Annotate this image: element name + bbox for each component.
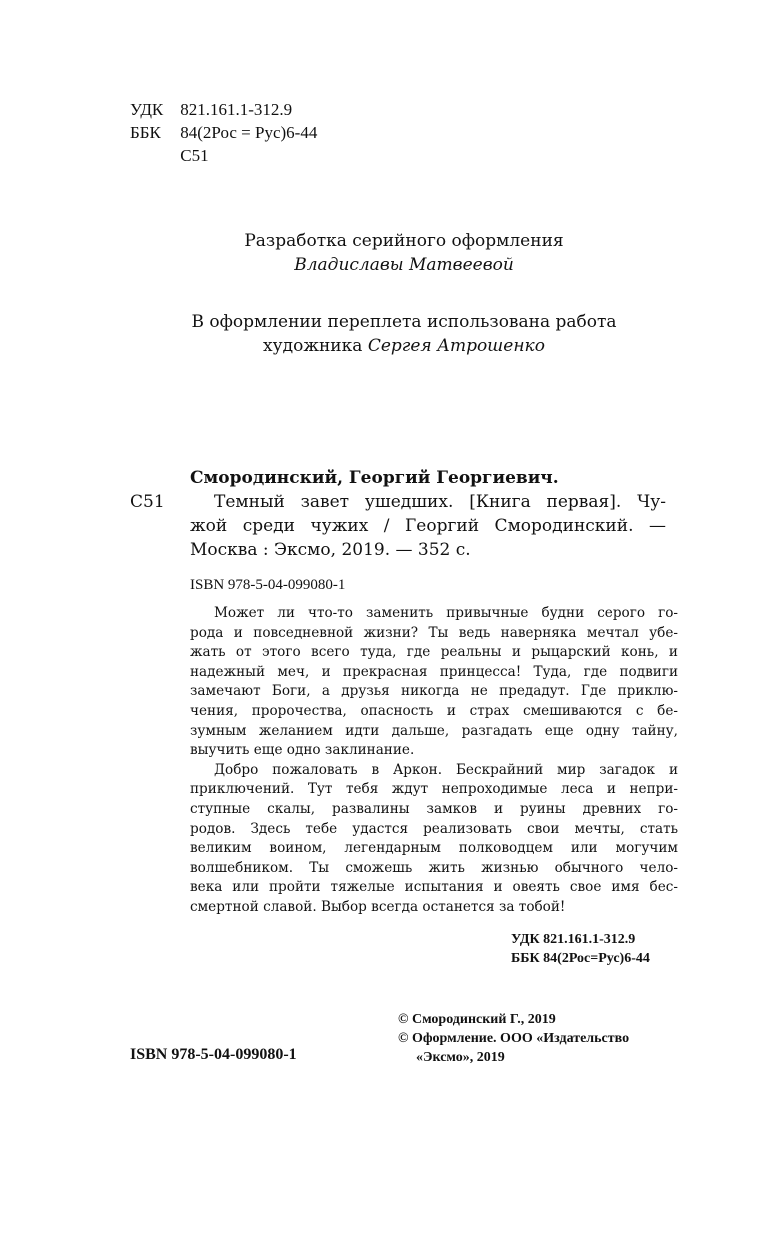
annotation-line: зумным желанием идти дальше, разгадать еще одну тайну, <box>190 722 678 739</box>
annotation-line: чения, пророчества, опасность и страх смешиваются с бе- <box>190 702 678 719</box>
copyright-publisher: «Эксмо», 2019 <box>416 1050 505 1065</box>
udk-label: УДК <box>130 100 164 119</box>
annotation <box>190 604 678 918</box>
annotation-line: века или пройти тяжелые испытания и овеять свое имя бес- <box>190 879 678 896</box>
annotation-line: Может ли что-то заменить привычные будни серого го- <box>214 605 678 621</box>
copyright-author: © Смородинский Г., 2019 <box>398 1012 556 1027</box>
isbn-bottom: ISBN 978-5-04-099080-1 <box>130 1046 297 1063</box>
bottom-udk: УДК 821.161.1-312.9 <box>511 932 636 947</box>
catalog-code: С51 <box>130 492 165 512</box>
designer-name: Владиславы Матвеевой <box>294 255 514 275</box>
cover-credit-prefix: художника <box>263 336 368 356</box>
bbk-value: 84(2Рос = Рус)6-44 <box>180 123 318 142</box>
annotation-line: рода и повседневной жизни? Ты ведь наверняка мечтал убе- <box>190 624 678 641</box>
annotation-line: жать от этого всего туда, где реальны и рыцарский конь, и <box>190 644 678 661</box>
annotation-line: приключений. Тут тебя ждут непроходимые леса и непри- <box>190 781 678 798</box>
design-credit-line: Разработка серийного оформления <box>244 231 564 251</box>
bbk-label: ББК <box>130 123 161 142</box>
catalog-line: Темный завет ушедших. [Книга первая]. Чу- <box>214 492 666 512</box>
annotation-line: волшебником. Ты сможешь жить жизнью обычного чело- <box>190 859 678 876</box>
catalog-author: Смородинский, Георгий Георгиевич. <box>190 468 559 488</box>
cover-credit-line: В оформлении переплета использована работа <box>191 312 617 332</box>
annotation-line: надежный меч, и прекрасная принцесса! Туда, где подвиги <box>190 663 678 680</box>
bottom-codes <box>511 930 650 968</box>
annotation-line: родов. Здесь тебе удастся реализовать свои мечты, стать <box>190 820 678 837</box>
annotation-line: выучить еще одно заклинание. <box>190 742 415 759</box>
catalog-entry <box>130 466 666 562</box>
author-mark: С51 <box>180 146 209 165</box>
cover-credit <box>0 310 768 358</box>
annotation-line: замечают Боги, а друзья никогда не предадут. Где приклю- <box>190 683 678 700</box>
annotation-line: Добро пожаловать в Аркон. Бескрайний мир загадок и <box>214 761 678 778</box>
udk-value: 821.161.1-312.9 <box>180 100 293 119</box>
bottom-bbk: ББК 84(2Рос=Рус)6-44 <box>511 951 650 966</box>
catalog-line: Москва : Эксмо, 2019. — 352 с. <box>190 540 471 560</box>
artist-name: Сергея Атрошенко <box>367 336 545 356</box>
catalog-isbn: ISBN 978-5-04-099080-1 <box>190 577 346 593</box>
copyright-block <box>398 1010 629 1067</box>
classification-block <box>130 98 317 167</box>
copyright-design: © Оформление. ООО «Издательство <box>398 1031 630 1046</box>
design-credit <box>0 229 768 277</box>
annotation-line: смертной славой. Выбор всегда останется за тобой! <box>190 898 566 915</box>
annotation-line: великим воином, легендарным полководцем или могучим <box>190 840 678 857</box>
catalog-line: жой среди чужих / Георгий Смородинский. — <box>190 516 666 536</box>
annotation-line: ступные скалы, развалины замков и руины древних го- <box>190 800 678 817</box>
